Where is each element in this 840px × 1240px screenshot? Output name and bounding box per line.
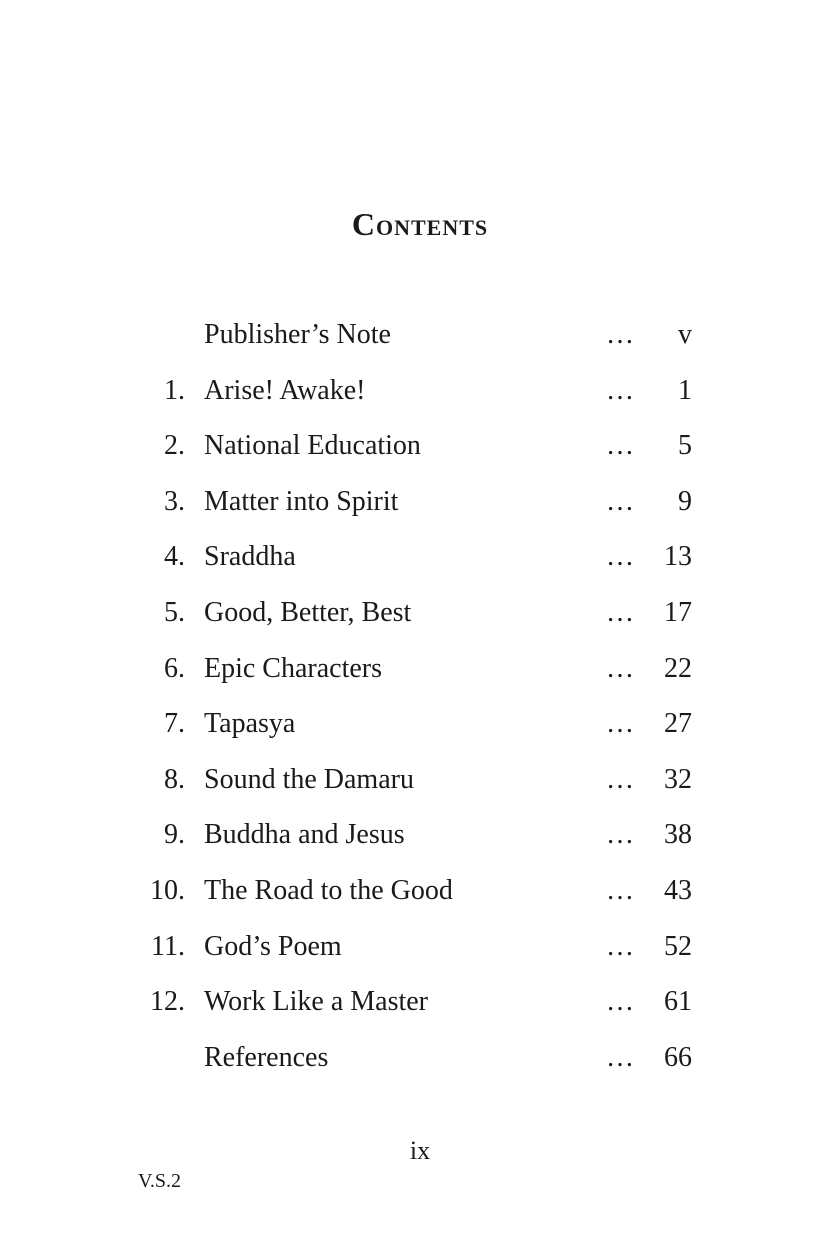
toc-entry-title: References <box>204 1041 329 1073</box>
toc-leader-dots: … <box>606 763 634 795</box>
toc-entry-page: 22 <box>664 652 692 684</box>
printer-signature: V.S.2 <box>138 1170 181 1192</box>
toc-entry-number: 6. <box>164 652 185 684</box>
toc-entry[interactable] <box>0 644 840 700</box>
toc-entry-number: 4. <box>164 541 185 573</box>
toc-entry-title: Buddha and Jesus <box>204 819 405 851</box>
toc-entry-title: National Education <box>204 430 421 462</box>
toc-entry[interactable] <box>0 810 840 866</box>
toc-leader-dots: … <box>606 485 634 517</box>
toc-entry-page: 5 <box>678 430 692 462</box>
toc-entry-page: 61 <box>664 986 692 1018</box>
toc-entry-number: 10. <box>150 874 185 906</box>
toc-entry[interactable] <box>0 699 840 755</box>
toc-entry-title: Matter into Spirit <box>204 485 399 517</box>
toc-entry-page: 13 <box>664 541 692 573</box>
toc-entry[interactable] <box>0 1033 840 1089</box>
toc-entry-number: 12. <box>150 986 185 1018</box>
toc-leader-dots: … <box>606 319 634 350</box>
toc-entry-title: Publisher’s Note <box>204 319 391 350</box>
toc-leader-dots: … <box>606 874 634 906</box>
toc-entry-title: Epic Characters <box>204 652 383 684</box>
toc-entry[interactable] <box>0 977 840 1033</box>
toc-entry-number: 11. <box>151 930 185 962</box>
toc-entry-page: 9 <box>678 485 692 517</box>
toc-entry-title: Work Like a Master <box>204 986 428 1018</box>
toc-leader-dots: … <box>606 374 634 406</box>
toc-entry[interactable] <box>0 588 840 644</box>
toc-entry[interactable] <box>0 922 840 978</box>
toc-leader-dots: … <box>606 541 634 573</box>
toc-entry-title: Arise! Awake! <box>204 374 366 406</box>
toc-entry[interactable] <box>0 477 840 533</box>
toc-entry-page: v <box>678 319 692 350</box>
toc-leader-dots: … <box>606 596 634 628</box>
toc-entry-number: 7. <box>164 708 185 740</box>
toc-leader-dots: … <box>606 652 634 684</box>
toc-entry-title: The Road to the Good <box>204 874 453 906</box>
toc-entry-page: 32 <box>664 763 692 795</box>
toc-entry-page: 38 <box>664 819 692 851</box>
toc-leader-dots: … <box>606 930 634 962</box>
toc-entry-title: Sound the Damaru <box>204 763 414 795</box>
toc-entry-title: Sraddha <box>204 541 296 573</box>
toc-entry-page: 1 <box>678 374 692 406</box>
toc-leader-dots: … <box>606 819 634 851</box>
toc-entry[interactable] <box>0 532 840 588</box>
toc-entry-page: 27 <box>664 708 692 740</box>
toc-entry-number: 8. <box>164 763 185 795</box>
toc-entry-number: 3. <box>164 485 185 517</box>
page-number: ix <box>409 1136 431 1165</box>
toc-entry[interactable] <box>0 421 840 477</box>
toc-entry-number: 1. <box>164 374 185 406</box>
toc-entry-title: Tapasya <box>204 708 296 740</box>
toc-entry-number: 2. <box>164 430 185 462</box>
toc-leader-dots: … <box>606 986 634 1018</box>
toc-entry-page: 43 <box>664 874 692 906</box>
toc-entry-page: 66 <box>664 1041 692 1073</box>
toc-entry[interactable] <box>0 310 840 366</box>
toc-entry-title: God’s Poem <box>204 930 342 962</box>
toc-entry-title: Good, Better, Best <box>204 596 412 628</box>
toc-entry-page: 52 <box>664 930 692 962</box>
toc-leader-dots: … <box>606 430 634 462</box>
toc-entry[interactable] <box>0 866 840 922</box>
table-of-contents <box>0 310 840 1088</box>
toc-leader-dots: … <box>606 1041 634 1073</box>
page-title: Contents <box>351 206 489 242</box>
toc-entry[interactable] <box>0 366 840 422</box>
toc-entry-number: 9. <box>164 819 185 851</box>
toc-entry-number: 5. <box>164 596 185 628</box>
toc-entry-page: 17 <box>664 596 692 628</box>
toc-leader-dots: … <box>606 708 634 740</box>
toc-entry[interactable] <box>0 755 840 811</box>
